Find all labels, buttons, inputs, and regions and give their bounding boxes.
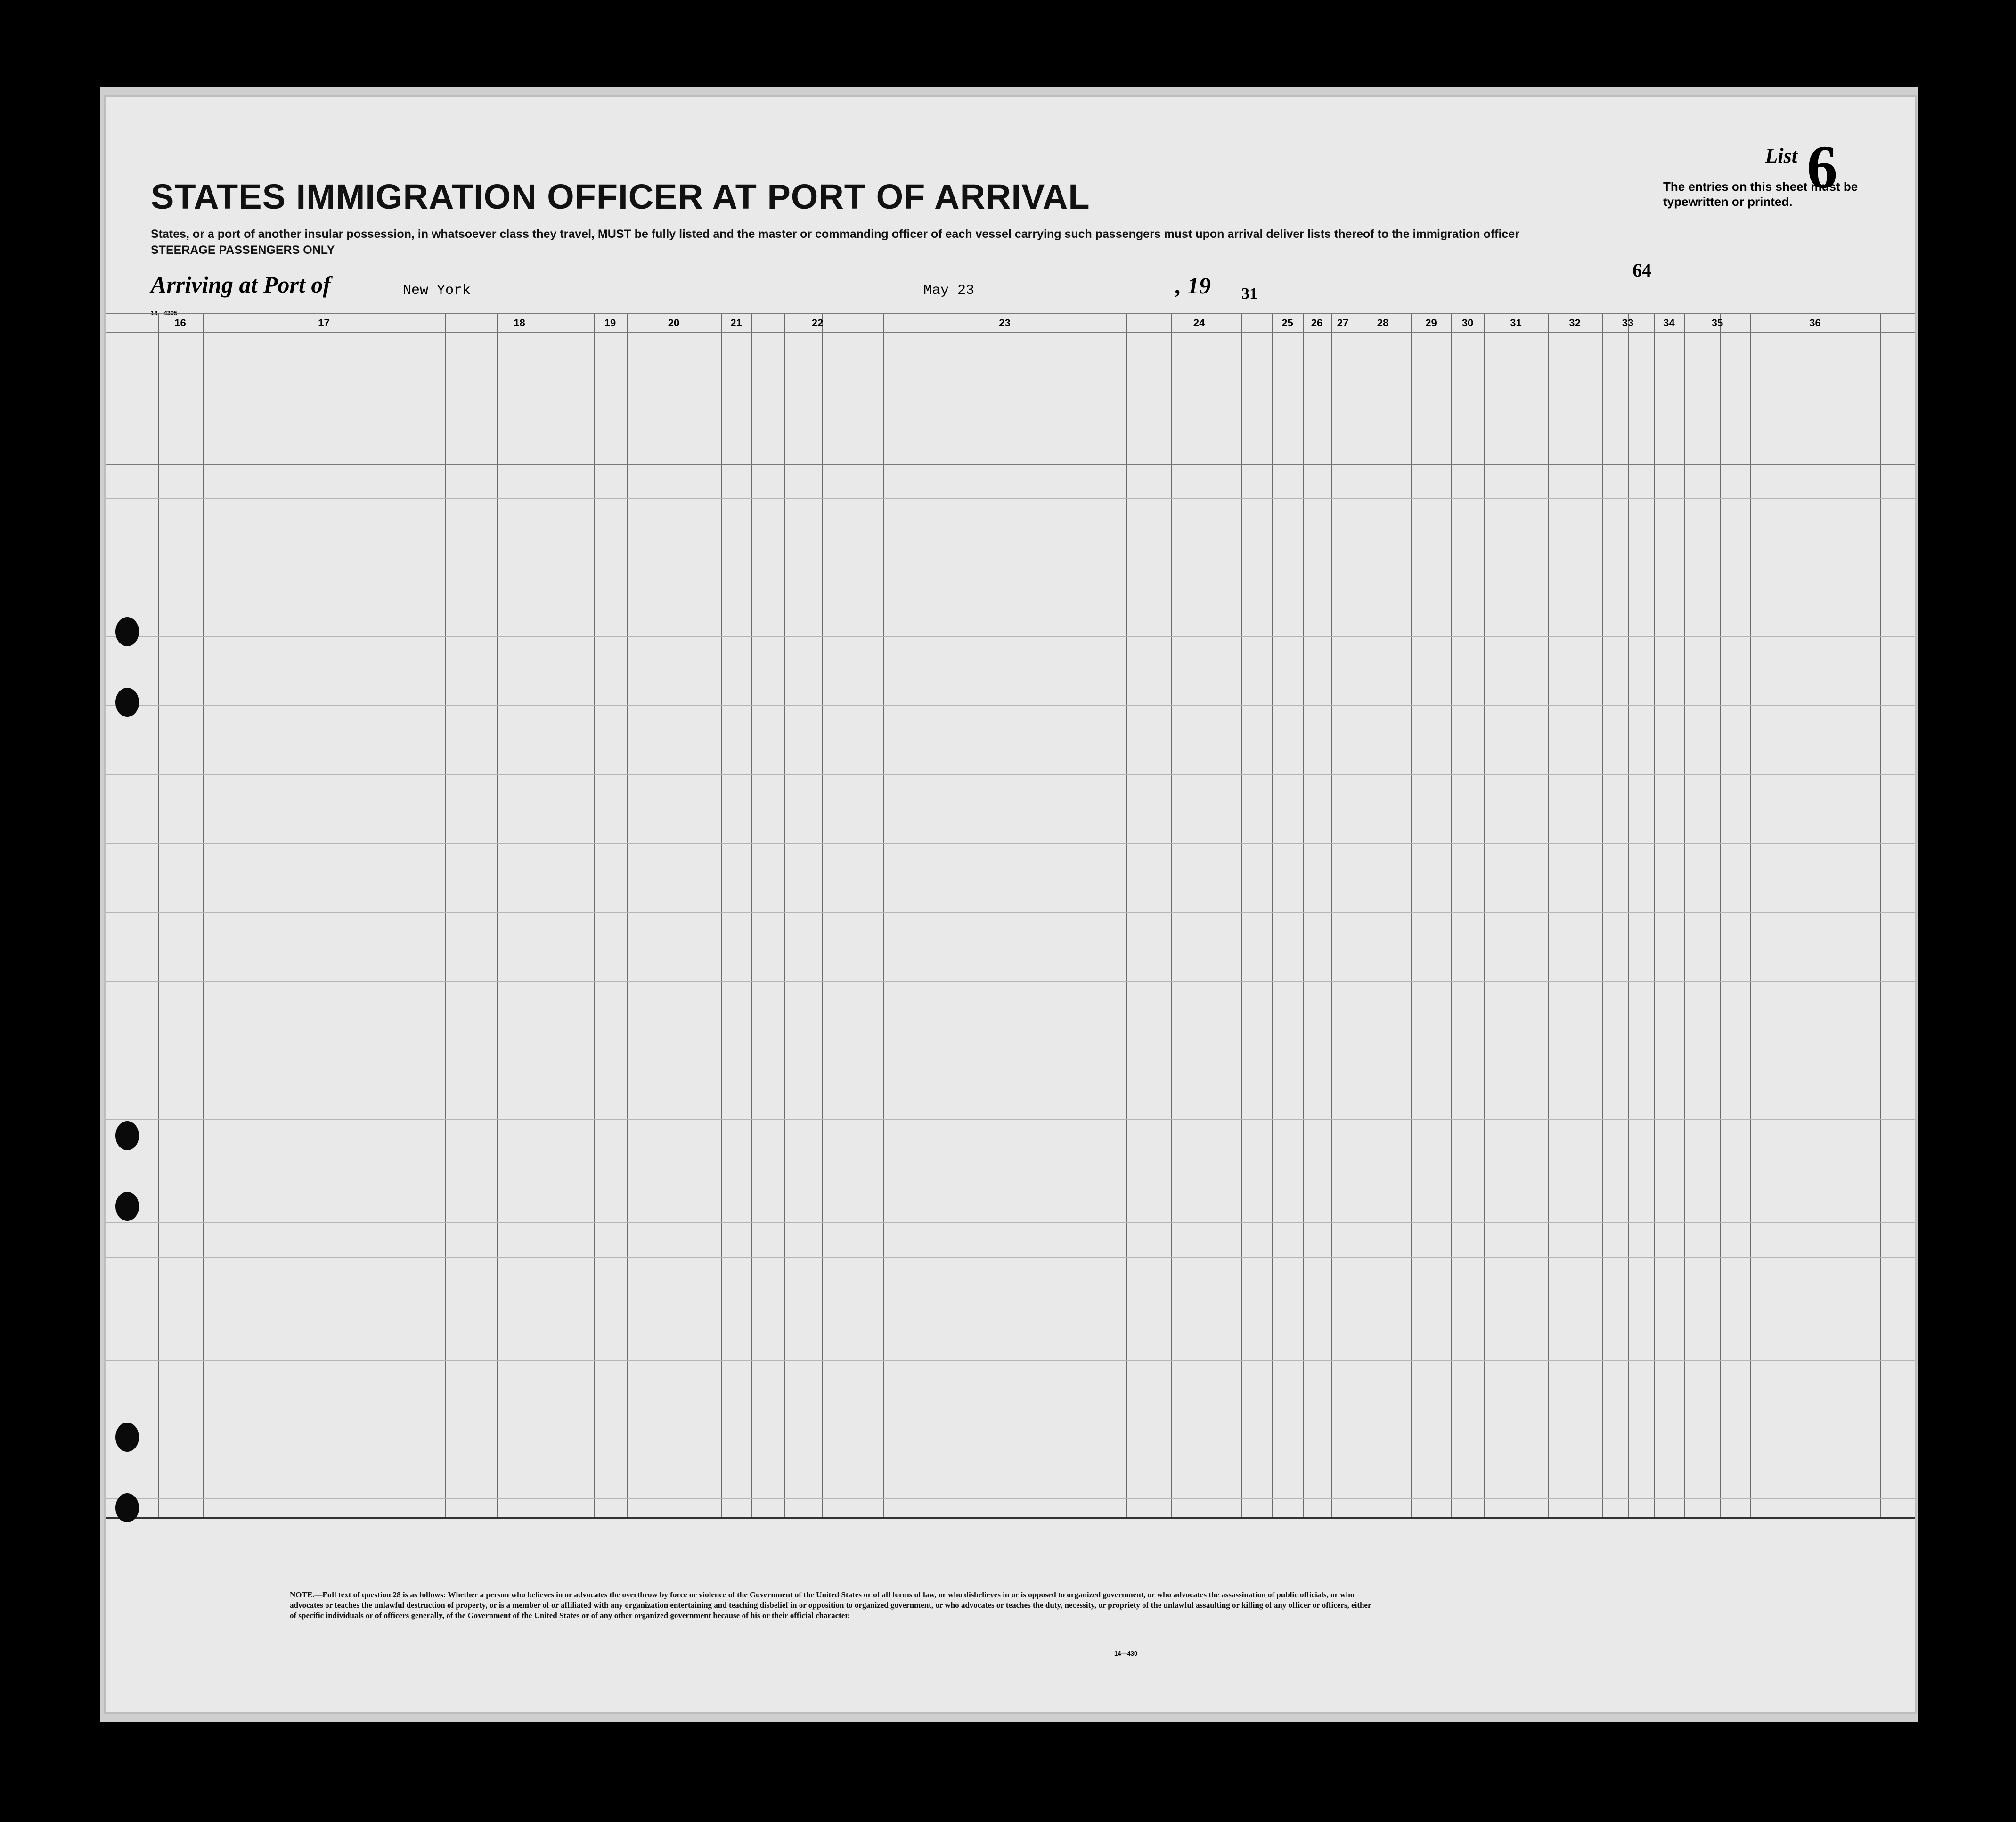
punch-hole xyxy=(115,1192,139,1221)
column-number: 26 xyxy=(1311,317,1323,329)
subtitle-line: States, or a port of another insular possession, in whatsoever class they travel, MUST be fully listed and the master or commanding officer of each vessel carrying such passengers must upon arrival deliver lists thereof to the immigration officer xyxy=(151,228,1519,241)
year-prefix: , 19 xyxy=(1175,272,1211,299)
row-rule xyxy=(106,1498,1915,1499)
column-header-24a xyxy=(1127,349,1169,462)
column-rule xyxy=(1548,313,1549,1517)
column-rule xyxy=(1684,313,1685,1517)
row-rule xyxy=(106,636,1915,637)
column-header-22a xyxy=(753,389,783,426)
column-header-19 xyxy=(595,337,625,459)
column-rule xyxy=(1241,313,1242,1517)
column-number: 27 xyxy=(1337,317,1349,329)
page-stamp: 64 xyxy=(1632,260,1651,281)
column-number: 18 xyxy=(514,317,525,329)
list-label: List xyxy=(1765,144,1797,167)
column-rule xyxy=(721,313,722,1517)
row-rule xyxy=(106,981,1915,982)
column-rule xyxy=(1720,313,1721,1517)
column-rule xyxy=(1654,313,1655,1517)
column-rule xyxy=(1602,313,1603,1517)
column-rule xyxy=(1272,313,1273,1517)
column-header-32 xyxy=(1549,374,1600,431)
column-header-35b xyxy=(1721,403,1749,417)
list-number: 6 xyxy=(1807,133,1837,201)
column-number: 30 xyxy=(1461,317,1474,329)
column-header-33 xyxy=(1603,356,1652,370)
row-rule xyxy=(106,843,1915,844)
column-number: 28 xyxy=(1377,317,1389,329)
punch-hole xyxy=(115,1493,139,1522)
column-header-29 xyxy=(1412,349,1450,462)
subtitle-steerage: STEERAGE PASSENGERS ONLY xyxy=(151,244,335,257)
column-number: 19 xyxy=(604,317,616,329)
row-rule xyxy=(106,912,1915,913)
row-rule xyxy=(106,1119,1915,1120)
column-header-18a xyxy=(447,403,496,417)
column-rule xyxy=(784,313,785,1517)
column-header-35a xyxy=(1686,403,1718,417)
column-header-24c xyxy=(1243,349,1271,462)
row-rule xyxy=(106,774,1915,775)
row-rule xyxy=(106,705,1915,706)
column-rule xyxy=(822,313,823,1517)
port-value: New York xyxy=(403,283,471,299)
punch-hole xyxy=(115,1423,139,1452)
column-header-22c xyxy=(786,403,821,440)
row-rule xyxy=(106,1222,1915,1223)
column-header-24 xyxy=(1127,334,1271,346)
column-number: 23 xyxy=(999,317,1011,329)
column-number: 21 xyxy=(730,317,742,329)
column-rule xyxy=(497,313,498,1517)
manifest-table xyxy=(106,313,1915,1670)
column-rule xyxy=(1411,313,1412,1517)
column-number: 31 xyxy=(1510,317,1522,329)
column-header-30 xyxy=(1453,349,1483,462)
column-rule xyxy=(1880,313,1881,1517)
column-header-26 xyxy=(1304,349,1330,462)
column-header-33b xyxy=(1629,438,1652,457)
column-rule xyxy=(883,313,884,1517)
column-number: 33 xyxy=(1622,317,1634,329)
column-rule xyxy=(1484,313,1485,1517)
column-rule xyxy=(1171,313,1172,1517)
column-number: 16 xyxy=(174,317,186,329)
column-header-31 xyxy=(1485,374,1546,431)
footer-code: 14—430 xyxy=(1114,1650,1138,1657)
row-rule xyxy=(106,1257,1915,1258)
column-number: 35 xyxy=(1711,317,1723,329)
column-header-35 xyxy=(1686,356,1749,370)
column-number: 32 xyxy=(1569,317,1581,329)
column-rule xyxy=(594,313,595,1517)
row-rule xyxy=(106,1360,1915,1361)
column-header-25 xyxy=(1273,349,1301,462)
column-header-22d xyxy=(824,422,882,436)
column-number: 22 xyxy=(811,317,824,329)
column-header-18b xyxy=(498,403,592,417)
page-subtitle xyxy=(151,226,1658,258)
year-value: 31 xyxy=(1241,285,1257,302)
column-number: 34 xyxy=(1663,317,1675,329)
date-value: May 23 xyxy=(923,283,975,299)
footer-note: NOTE.—Full text of question 28 is as follows: Whether a person who believes in or advocates the overthrow by force or violence of the Government of the United States or of all forms of law, or who disbelieves in or is opposed to organized government, or who advocates the assassination of public officials, or who advocates or teaches the unlawful destruction of property, or is a member of or affiliated with any organization entertaining and teaching disbelief in or opposition to organized government, or who advocates or teaches the duty, necessity, or propriety of the unlawful assaulting or killing of any officer or officers, either of specific individuals or of officers generally, of the Government of the United States or of any other organized government because of his or their official character. xyxy=(290,1590,1371,1620)
column-header-24b xyxy=(1172,349,1240,462)
page-title: STATES IMMIGRATION OFFICER AT PORT OF ARRIVAL xyxy=(151,177,1090,216)
column-header-28 xyxy=(1356,349,1410,462)
column-number: 17 xyxy=(318,317,330,329)
column-rule xyxy=(1331,313,1332,1517)
column-number: 29 xyxy=(1425,317,1437,329)
column-header-20 xyxy=(628,384,719,455)
header-rule xyxy=(106,313,1915,314)
column-header-20 xyxy=(628,346,719,379)
column-header-16 xyxy=(159,379,201,426)
column-header-34 xyxy=(1655,379,1683,417)
punch-hole xyxy=(115,617,139,646)
column-rule xyxy=(627,313,628,1517)
column-rule xyxy=(1126,313,1127,1517)
column-number: 20 xyxy=(668,317,680,329)
column-header-27 xyxy=(1332,349,1353,462)
column-header-22b xyxy=(786,374,882,389)
column-header-33a xyxy=(1603,440,1626,455)
arriving-label: Arriving at Port of xyxy=(151,271,331,298)
column-number: 36 xyxy=(1809,317,1821,329)
column-rule xyxy=(158,313,159,1517)
column-rule xyxy=(1628,313,1629,1517)
column-number: 25 xyxy=(1281,317,1293,329)
column-header-36 xyxy=(1752,379,1878,417)
column-rule xyxy=(445,313,446,1517)
column-rule xyxy=(751,313,752,1517)
column-rule xyxy=(1750,313,1751,1517)
header-rule xyxy=(106,332,1915,333)
column-header-17 xyxy=(204,374,444,431)
column-rule xyxy=(1303,313,1304,1517)
row-rule xyxy=(106,498,1915,499)
column-number: 24 xyxy=(1193,317,1205,329)
entries-note: The entries on this sheet must be typewritten or printed. xyxy=(1663,179,1858,209)
column-header-18 xyxy=(447,352,592,366)
column-header-21 xyxy=(722,337,750,459)
header-rule xyxy=(106,464,1915,465)
punch-hole xyxy=(115,1121,139,1150)
punch-hole xyxy=(115,688,139,717)
column-rule xyxy=(203,313,204,1517)
column-header-23 xyxy=(885,365,1125,426)
column-rule xyxy=(1451,313,1452,1517)
table-bottom-rule xyxy=(106,1517,1915,1519)
manifest-sheet xyxy=(106,97,1915,1712)
